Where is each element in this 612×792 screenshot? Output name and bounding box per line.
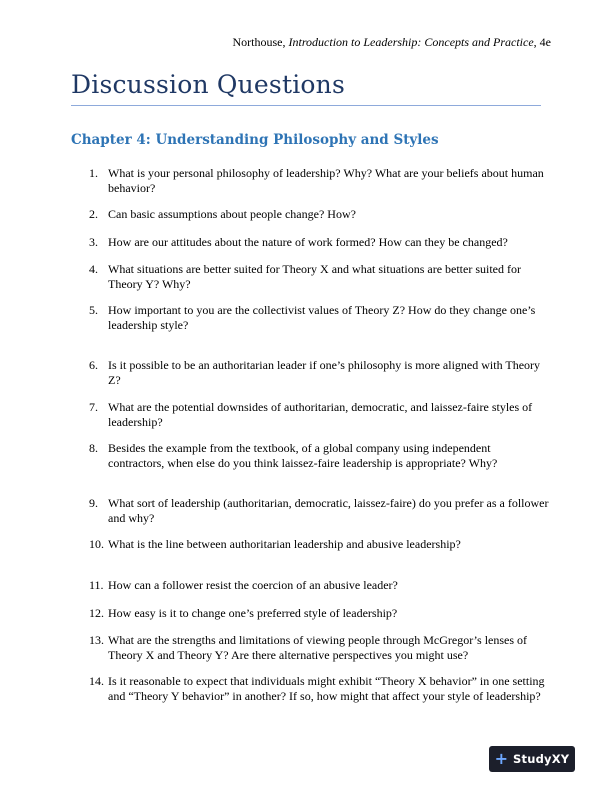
- question-text: Is it reasonable to expect that individuals might exhibit “Theory X behavior” in one setting and “Theory Y behavior” in another? If so, how might that affect your style of leadership?: [108, 674, 545, 703]
- question-item: [89, 303, 549, 332]
- studyxy-logo: [489, 746, 575, 772]
- page-title: Discussion Questions: [71, 70, 345, 99]
- question-number: 11.: [89, 578, 104, 592]
- question-number: 3.: [89, 235, 98, 249]
- question-item: [89, 496, 549, 525]
- question-item: [89, 674, 549, 703]
- question-text: How important to you are the collectivist values of Theory Z? How do they change one’s leadership style?: [108, 303, 536, 332]
- question-text: How can a follower resist the coercion of an abusive leader?: [108, 578, 398, 592]
- title-divider: [71, 105, 541, 106]
- question-number: 12.: [89, 606, 104, 620]
- question-number: 6.: [89, 358, 98, 372]
- plus-icon: +: [494, 749, 509, 768]
- question-item: [89, 166, 549, 195]
- question-item: [89, 207, 549, 222]
- brand-name: StudyXY: [513, 752, 570, 766]
- running-header: [232, 35, 551, 50]
- question-item: [89, 235, 549, 250]
- question-number: 7.: [89, 400, 98, 414]
- question-text: What are the potential downsides of authoritarian, democratic, and laissez-faire styles of leadership?: [108, 400, 533, 429]
- question-number: 13.: [89, 633, 104, 647]
- question-text: What sort of leadership (authoritarian, democratic, laissez-faire) do you prefer as a follower and why?: [108, 496, 549, 525]
- question-item: [89, 441, 549, 470]
- question-text: How easy is it to change one’s preferred style of leadership?: [108, 606, 398, 620]
- question-item: [89, 400, 549, 429]
- question-number: 1.: [89, 166, 98, 180]
- question-text: What are the strengths and limitations of viewing people through McGregor’s lenses of Theory X and Theory Y? Are there alternative perspectives you might use?: [108, 633, 528, 662]
- question-number: 10.: [89, 537, 104, 551]
- question-number: 4.: [89, 262, 98, 276]
- question-item: [89, 633, 549, 662]
- question-text: Is it possible to be an authoritarian leader if one’s philosophy is more aligned with Theory Z?: [108, 358, 541, 387]
- question-item: [89, 537, 549, 552]
- question-number: 9.: [89, 496, 98, 510]
- question-text: What is the line between authoritarian leadership and abusive leadership?: [108, 537, 461, 551]
- question-text: Besides the example from the textbook, of a global company using independent contractors, when else do you think laissez-faire leadership is appropriate? Why?: [108, 441, 498, 470]
- header-edition: , 4e: [533, 35, 551, 49]
- header-author: Northouse,: [232, 35, 289, 49]
- question-text: What situations are better suited for Theory X and what situations are better suited for Theory Y? Why?: [108, 262, 521, 291]
- question-text: What is your personal philosophy of leadership? Why? What are your beliefs about human behavior?: [108, 166, 544, 195]
- question-number: 5.: [89, 303, 98, 317]
- question-text: How are our attitudes about the nature of work formed? How can they be changed?: [108, 235, 508, 249]
- question-text: Can basic assumptions about people change? How?: [108, 207, 356, 221]
- question-item: [89, 578, 549, 593]
- question-item: [89, 358, 549, 387]
- question-number: 8.: [89, 441, 98, 455]
- chapter-heading: Chapter 4: Understanding Philosophy and Styles: [71, 132, 439, 148]
- header-book-title: Introduction to Leadership: Concepts and Practice: [288, 35, 534, 49]
- question-item: [89, 606, 549, 621]
- question-number: 14.: [89, 674, 104, 688]
- question-item: [89, 262, 549, 291]
- question-number: 2.: [89, 207, 98, 221]
